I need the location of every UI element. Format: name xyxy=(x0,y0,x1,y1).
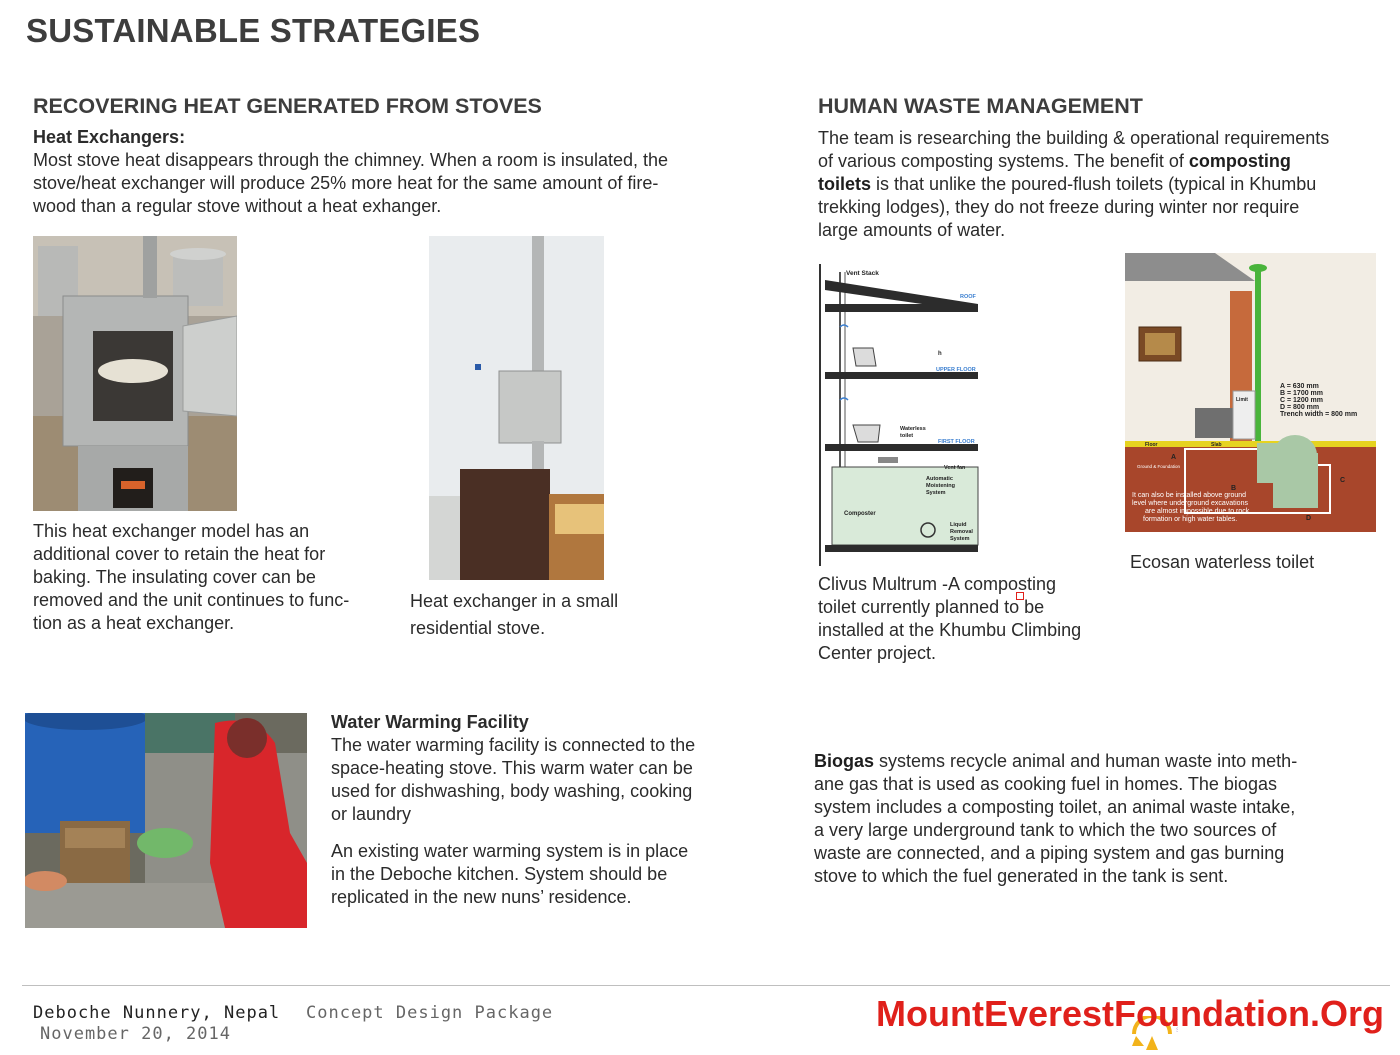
ecosan-label: formation or high water tables. xyxy=(1143,516,1238,523)
ecosan-label: C = 1200 mm xyxy=(1280,397,1323,404)
water-warming-photo xyxy=(25,713,307,928)
waste-intro-paragraph xyxy=(818,127,1388,242)
heat-intro-line: wood than a regular stove without a heat exhanger. xyxy=(33,196,442,216)
ecosan-label: D xyxy=(1306,515,1312,522)
footer-date: November 20, 2014 xyxy=(40,1024,231,1044)
baking-stove-caption xyxy=(33,520,393,635)
caption-line: Heat exchanger in a small xyxy=(410,591,619,611)
clivus-label: ROOF xyxy=(960,294,976,300)
paragraph-line: The water warming facility is connected to the xyxy=(331,735,696,755)
footer-divider xyxy=(22,985,1390,986)
biogas-bold-text: Biogas xyxy=(814,751,875,771)
ecosan-label: Floor xyxy=(1145,442,1158,448)
caption-line: baking. The insulating cover can be xyxy=(33,567,316,587)
clivus-label: Removal xyxy=(950,529,973,535)
ecosan-label: Ground & Foundation xyxy=(1137,464,1181,469)
heat-intro-paragraph xyxy=(33,149,733,218)
clivus-label: Waterless xyxy=(900,426,926,432)
paragraph-line: An existing water warming system is in place xyxy=(331,841,689,861)
caption-line: removed and the unit continues to func- xyxy=(33,590,350,610)
intro-line: large amounts of water. xyxy=(818,220,1006,240)
biogas-line: system includes a composting toilet, an animal waste intake, xyxy=(814,797,1296,817)
clivus-label: Automatic xyxy=(926,476,953,482)
heat-intro-line: Most stove heat disappears through the chimney. When a room is insulated, the xyxy=(33,150,669,170)
heat-intro-line: stove/heat exchanger will produce 25% more heat for the same amount of fire- xyxy=(33,173,659,193)
ecosan-label: D = 800 mm xyxy=(1280,404,1320,411)
biogas-paragraph xyxy=(814,750,1374,888)
clivus-label: Liquid xyxy=(950,522,967,528)
caption-line: toilet currently planned to be xyxy=(818,597,1045,617)
selection-marker[interactable] xyxy=(1016,592,1024,600)
biogas-line xyxy=(814,750,1374,773)
paragraph-line: in the Deboche kitchen. System should be xyxy=(331,864,668,884)
baking-stove-photo xyxy=(33,236,237,511)
ecosan-label: A xyxy=(1171,454,1177,461)
paragraph-line: or laundry xyxy=(331,804,412,824)
intro-bold-text: toilets xyxy=(818,174,872,194)
intro-line: trekking lodges), they do not freeze during winter nor require xyxy=(818,197,1300,217)
ecosan-label: Limit xyxy=(1236,397,1248,403)
ecosan-label: Slab xyxy=(1211,442,1222,448)
clivus-label: UPPER FLOOR xyxy=(936,367,976,373)
paragraph-line: replicated in the new nuns’ residence. xyxy=(331,887,632,907)
caption-line: Clivus Multrum -A composting xyxy=(818,574,1057,594)
clivus-label: Vent Stack xyxy=(846,270,879,277)
caption-line: additional cover to retain the heat for xyxy=(33,544,326,564)
residential-stove-caption xyxy=(410,588,670,642)
intro-bold-text: composting xyxy=(1188,151,1291,171)
clivus-multrum-diagram xyxy=(818,262,980,568)
biogas-line: stove to which the fuel generated in the tank is sent. xyxy=(814,866,1229,886)
caption-line: installed at the Khumbu Climbing xyxy=(818,620,1082,640)
ecosan-label: A = 630 mm xyxy=(1280,383,1319,390)
ecosan-label: are almost impossible due to rock xyxy=(1145,508,1250,515)
intro-line: The team is researching the building & operational requirements xyxy=(818,128,1330,148)
caption-line: Center project. xyxy=(818,643,937,663)
ecosan-label: Trench width = 800 mm xyxy=(1280,411,1358,418)
clivus-label: Vent fan xyxy=(944,465,966,471)
clivus-label: toilet xyxy=(900,433,914,439)
intro-text: is that unlike the poured-flush toilets (typical in Khumbu xyxy=(871,174,1317,194)
paragraph-line: space-heating stove. This warm water can be xyxy=(331,758,693,778)
biogas-text: systems recycle animal and human waste into meth- xyxy=(874,751,1298,771)
ecosan-label: B xyxy=(1231,485,1237,492)
heat-exchangers-subheading: Heat Exchangers: xyxy=(33,127,186,147)
water-warming-paragraph-1 xyxy=(331,734,741,826)
heat-section-heading: RECOVERING HEAT GENERATED FROM STOVES xyxy=(33,94,542,118)
biogas-line: a very large underground tank to which the two sources of xyxy=(814,820,1277,840)
page-title: SUSTAINABLE STRATEGIES xyxy=(26,12,481,49)
residential-heat-exchanger-photo xyxy=(429,236,604,580)
clivus-multrum-caption xyxy=(818,573,1118,665)
caption-line: This heat exchanger model has an xyxy=(33,521,310,541)
biogas-line: waste are connected, and a piping system and gas burning xyxy=(814,843,1285,863)
paragraph-line: used for dishwashing, body washing, cooking xyxy=(331,781,693,801)
ecosan-toilet-diagram xyxy=(1125,253,1376,532)
intro-line xyxy=(818,173,1388,196)
clivus-label: System xyxy=(950,536,970,542)
ecosan-label: level where underground excavations xyxy=(1132,500,1248,507)
clivus-label: h xyxy=(938,351,942,357)
clivus-label: FIRST FLOOR xyxy=(938,439,975,445)
ecosan-label: C xyxy=(1340,477,1346,484)
brand-wordmark[interactable]: MountEverestFoundation.Org xyxy=(876,993,1384,1034)
intro-text: of various composting systems. The benefit of xyxy=(818,151,1189,171)
water-warming-heading: Water Warming Facility xyxy=(331,712,529,732)
biogas-line: ane gas that is used as cooking fuel in homes. The biogas xyxy=(814,774,1277,794)
clivus-label: Composter xyxy=(844,511,876,517)
waste-section-heading: HUMAN WASTE MANAGEMENT xyxy=(818,94,1143,118)
caption-line: residential stove. xyxy=(410,618,546,638)
ecosan-caption: Ecosan waterless toilet xyxy=(1130,552,1315,572)
intro-line xyxy=(818,150,1388,173)
footer-package-name: Concept Design Package xyxy=(306,1003,554,1023)
water-warming-paragraph-2 xyxy=(331,840,741,909)
ecosan-label: It can also be installed above ground xyxy=(1132,492,1247,499)
footer-project-name: Deboche Nunnery, Nepal xyxy=(33,1003,281,1023)
caption-line: tion as a heat exchanger. xyxy=(33,613,235,633)
ecosan-label: B = 1700 mm xyxy=(1280,390,1323,397)
clivus-label: System xyxy=(926,490,946,496)
clivus-label: Moistening xyxy=(926,483,956,489)
